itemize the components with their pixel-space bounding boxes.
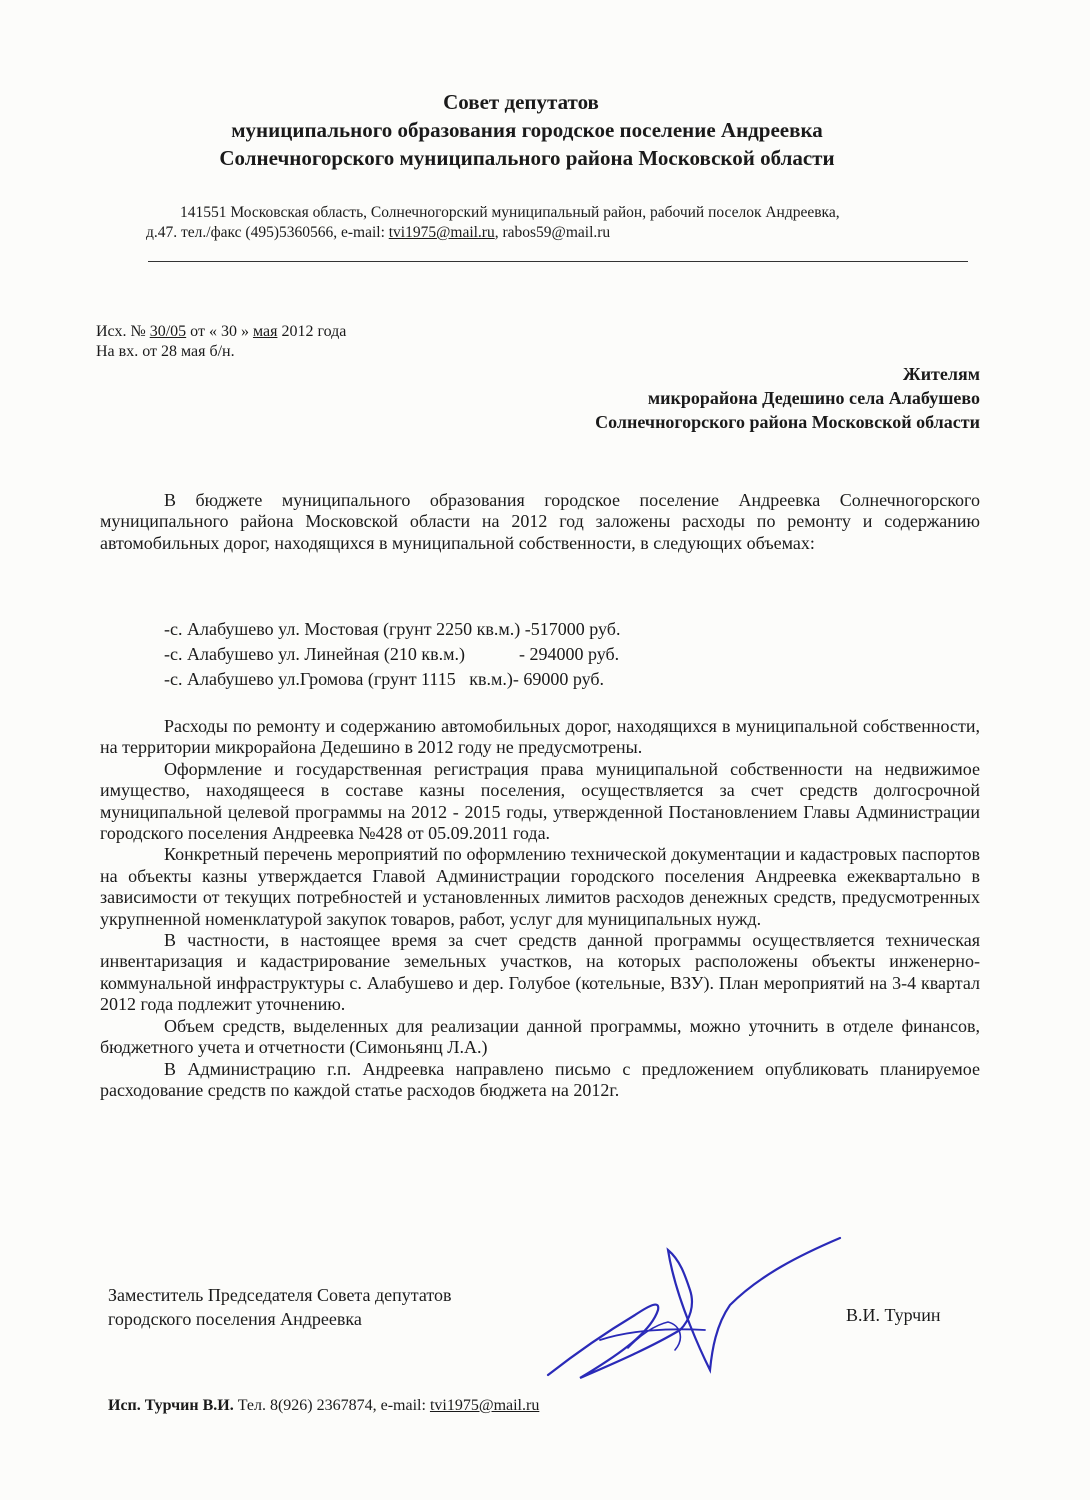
out-label: Исх. №: [96, 323, 150, 340]
date-suffix: 2012 года: [277, 323, 347, 340]
date-prefix: от « 30 »: [186, 323, 253, 340]
paragraph: В частности, в настоящее время за счет средств данной программы осуществляется техническая инвентаризация и кадастрирование земельных участков, на которых расположены объекты инженерно-коммунальной инфраструктуры с. Алабушево и дер. Голубое (котельные, ВЗУ). План мероприятий на 3-4 квартал 2012 года подлежит уточнению.: [100, 930, 980, 1015]
date-month: мая: [252, 323, 278, 340]
paragraph: Оформление и государственная регистрация права муниципальной собственности на недвижимое имущество, находящееся в составе казны поселения, осуществляется за счет средств долгосрочной муниципальной целевой программы на 2012 - 2015 годы, утвержденной Постановлением Главы Администрации городского поселения Андреевка №428 от 05.09.2011 года.: [100, 758, 980, 844]
addressee-line2: микрорайона Дедешино села Алабушево: [647, 388, 980, 408]
executor-email-link[interactable]: tvi1975@mail.ru: [429, 1397, 540, 1414]
email-link[interactable]: tvi1975@mail.ru: [388, 224, 495, 241]
list-item: -с. Алабушево ул. Мостовая (грунт 2250 кв.м.) -517000 руб.: [164, 619, 621, 639]
executor-contact: Тел. 8(926) 2367874, e-mail:: [233, 1397, 430, 1414]
body-paragraphs: [100, 716, 980, 1101]
header-title: Совет депутатов: [443, 90, 599, 114]
paragraph: В Администрацию г.п. Андреевка направлено письмо с предложением опубликовать планируемое расходование средств по каждой статье расходов бюджета на 2012г.: [100, 1058, 980, 1100]
handwritten-signature: [540, 1230, 850, 1400]
header-region: Солнечногорского муниципального района Московской области: [219, 146, 835, 170]
paragraph: Расходы по ремонту и содержанию автомобильных дорог, находящихся в муниципальной собственности, на территории микрорайона Дедешино в 2012 году не предусмотрены.: [100, 716, 980, 758]
list-item: -с. Алабушево ул.Громова (грунт 1115 кв.м.)- 69000 руб.: [164, 669, 605, 689]
outgoing-reference: [96, 322, 346, 342]
header-subtitle: муниципального образования городское поселение Андреевка: [231, 118, 823, 142]
header-address-line2: [146, 223, 610, 243]
header-address-line1: 141551 Московская область, Солнечногорский муниципальный район, рабочий поселок Андреевка,: [180, 204, 840, 221]
addressee-line1: Жителям: [902, 364, 980, 384]
address-phone: д.47. тел./факс (495)5360566, e-mail:: [146, 224, 389, 241]
address-email2: , rabos59@mail.ru: [494, 224, 611, 241]
executor-footer: [108, 1396, 539, 1416]
signatory-title-line1: Заместитель Председателя Совета депутатов: [108, 1285, 452, 1305]
intro-paragraph: [100, 490, 980, 554]
paragraph-intro: В бюджете муниципального образования городское поселение Андреевка Солнечногорского муниципального района Московской области на 2012 год заложены расходы по ремонту и содержанию автомобильных дорог, находящихся в муниципальной собственности, в следующих объемах:: [100, 490, 980, 553]
paragraph: Конкретный перечень мероприятий по оформлению технической документации и кадастровых паспортов на объекты казны утверждается Главой Администрации городского поселения Андреевка ежеквартально в зависимости от текущих потребностей и установленных лимитов расходов денежных средств, предусмотренных укрупненной номенклатурой закупок товаров, работ, услуг для муниципальных нужд.: [100, 844, 980, 929]
executor-label: Исп. Турчин В.И.: [108, 1397, 234, 1414]
list-item: -с. Алабушево ул. Линейная (210 кв.м.) - 294000 руб.: [164, 644, 620, 664]
paragraph: Объем средств, выделенных для реализации данной программы, можно уточнить в отделе финансов, бюджетного учета и отчетности (Симоньянц Л.А.): [100, 1015, 980, 1058]
out-number: 30/05: [149, 323, 187, 340]
signatory-title-line2: городского поселения Андреевка: [108, 1309, 362, 1329]
signatory-name: В.И. Турчин: [846, 1305, 941, 1325]
header-divider: [148, 261, 968, 262]
incoming-reference: На вх. от 28 мая б/н.: [96, 343, 235, 360]
addressee-line3: Солнечногорского района Московской области: [595, 412, 980, 432]
